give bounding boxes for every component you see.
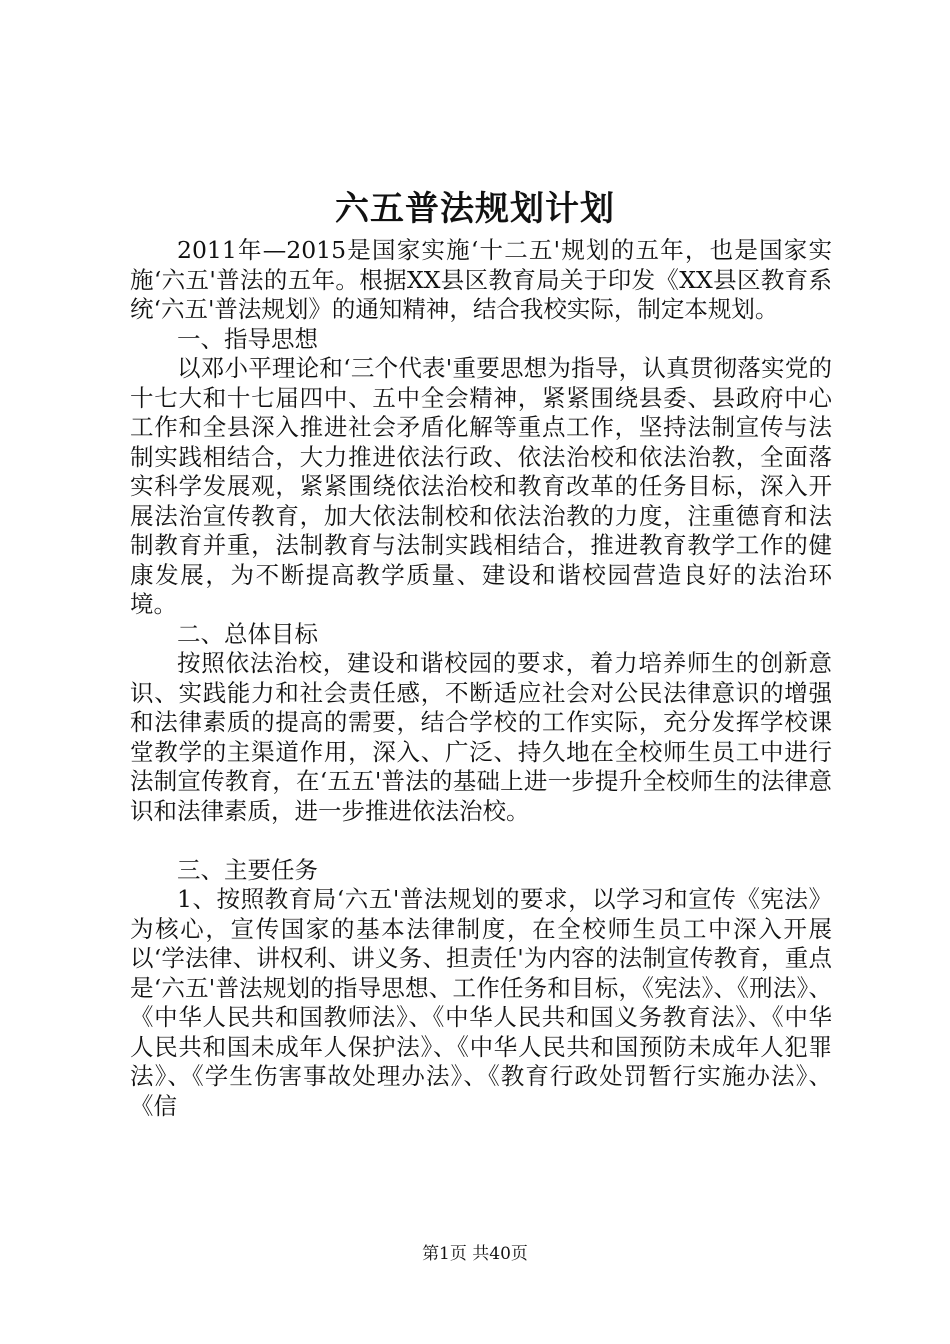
document-body <box>130 236 832 1121</box>
section-body-overall-goal: 按照依法治校，建设和谐校园的要求，着力培养师生的创新意识、实践能力和社会责任感，不断适应社会对公民法律意识的增强和法律素质的提高的需要，结合学校的工作实际，充分发挥学校课堂教学的主渠道作用，深入、广泛、持久地在全校师生员工中进行法制宣传教育，在‘五五'普法的基础上进一步提升全校师生的法律意识和法律素质，进一步推进依法治校。 <box>130 649 832 825</box>
section-item-main-tasks-1: 1、按照教育局‘六五'普法规划的要求，以学习和宣传《宪法》为核心，宣传国家的基本法律制度，在全校师生员工中深入开展以‘学法律、讲权利、讲义务、担责任'为内容的法制宣传教育，重点是‘六五'普法规划的指导思想、工作任务和目标，《宪法》、《刑法》、《中华人民共和国教师法》、《中华人民共和国义务教育法》、《中华人民共和国未成年人保护法》、《中华人民共和国预防未成年人犯罪法》、《学生伤害事故处理办法》、《教育行政处罚暂行实施办法》、《信 <box>130 885 832 1120</box>
section-heading-guiding-ideology: 一、指导思想 <box>177 324 318 353</box>
page-number-footer: 第1页 共40页 <box>422 1244 528 1264</box>
intro-paragraph: 2011年—2015是国家实施‘十二五'规划的五年，也是国家实施‘六五'普法的五年。根据XX县区教育局关于印发《XX县区教育系统‘六五'普法规划》的通知精神，结合我校实际，制定本规划。 <box>130 236 832 323</box>
document-title: 六五普法规划计划 <box>335 189 615 229</box>
section-heading-overall-goal: 二、总体目标 <box>177 619 318 648</box>
section-heading-main-tasks: 三、主要任务 <box>177 855 318 884</box>
section-body-guiding-ideology: 以邓小平理论和‘三个代表'重要思想为指导，认真贯彻落实党的十七大和十七届四中、五中全会精神，紧紧围绕县委、县政府中心工作和全县深入推进社会矛盾化解等重点工作，坚持法制宣传与法制实践相结合，大力推进依法行政、依法治校和依法治教，全面落实科学发展观，紧紧围绕依法治校和教育改革的任务目标，深入开展法治宣传教育，加大依法制校和依法治教的力度，注重德育和法制教育并重，法制教育与法制实践相结合，推进教育教学工作的健康发展，为不断提高教学质量、建设和谐校园营造良好的法治环境。 <box>130 354 832 618</box>
paragraph-spacer <box>130 826 832 856</box>
